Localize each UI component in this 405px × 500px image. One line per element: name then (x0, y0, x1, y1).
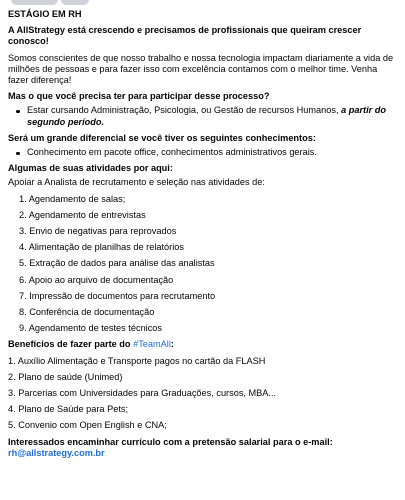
post-headline: A AllStrategy está crescendo e precisamos de profissionais que queiram crescer conosco! (8, 25, 362, 47)
benefits-list (8, 356, 399, 432)
requirements-list (8, 105, 399, 127)
list-item: 6. Apoio ao arquivo de documentação (19, 274, 174, 285)
cropped-element (61, 0, 89, 5)
list-item: Conhecimento em pacote office, conhecimentos administrativos gerais. (8, 147, 399, 158)
benefits-heading (8, 339, 399, 350)
requirement-text: Estar cursando Administração, Psicologia, ou Gestão de recursos Humanos, (27, 105, 342, 116)
list-item: 2. Agendamento de entrevistas (19, 209, 146, 220)
activities-heading: Algumas de suas atividades por aqui: (8, 163, 173, 174)
requirement-emphasis: a partir do segundo período. (27, 105, 386, 127)
list-item: 4. Plano de Saúde para Pets; (8, 404, 129, 415)
post-content (8, 9, 399, 459)
list-item: 3. Envio de negativas para reprovados (19, 226, 177, 237)
post-intro: Somos conscientes de que nosso trabalho e nossa tecnologia impactam diariamente a vida de milhões de pessoas e para fazer isso com excelência contamos com o melhor time. Venha fazer diferença! (8, 52, 394, 86)
list-item: 8. Conferência de documentação (19, 307, 155, 318)
cropped-element (11, 0, 58, 5)
list-item: 3. Parcerias com Universidades para Graduações, cursos, MBA... (8, 388, 277, 399)
team-hashtag-link[interactable]: #TeamAll (133, 339, 171, 350)
list-item: 4. Alimentação de planilhas de relatórios (19, 242, 184, 253)
email-link[interactable]: rh@allstrategy.com.br (8, 447, 105, 458)
list-item: 9. Agendamento de testes técnicos (19, 323, 163, 334)
requirements-heading: Mas o que você precisa ter para participar desse processo? (8, 91, 270, 102)
activities-intro: Apoiar a Analista de recrutamento e seleção nas atividades de: (8, 177, 265, 188)
list-item: 1. Auxílio Alimentação e Transporte pagos no cartão da FLASH (8, 355, 266, 366)
benefits-heading-prefix: Benefícios de fazer parte do (8, 339, 134, 350)
list-item: 1. Agendamento de salas; (19, 193, 126, 204)
list-item: 5. Convenio com Open English e CNA; (8, 420, 167, 431)
top-cropped-header (0, 0, 405, 7)
list-item: 7. Impressão de documentos para recrutamento (19, 290, 216, 301)
list-item: 2. Plano de saúde (Unimed) (8, 371, 123, 382)
post-title: ESTÁGIO EM RH (8, 9, 82, 19)
call-to-action: Interessados encaminhar currículo com a pretensão salarial para o e-mail: (8, 436, 333, 447)
list-item (8, 105, 399, 127)
list-item: 5. Extração de dados para análise das analistas (19, 258, 215, 269)
activities-list (8, 194, 399, 335)
differentials-list (8, 147, 399, 158)
differential-heading: Será um grande diferencial se você tiver os seguintes conhecimentos: (8, 132, 316, 143)
benefits-heading-suffix: : (170, 339, 174, 350)
